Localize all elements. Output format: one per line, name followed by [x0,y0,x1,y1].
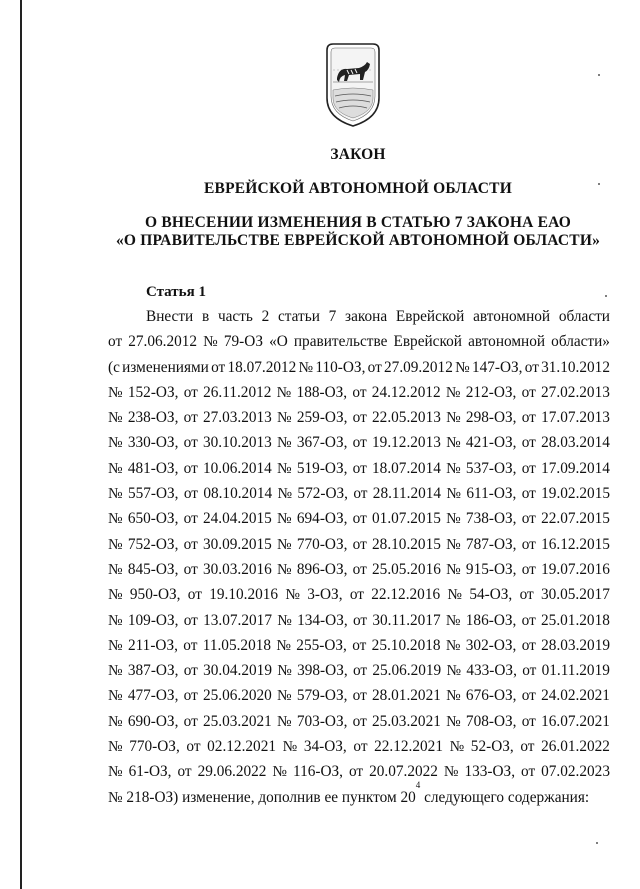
body-word: 152-ОЗ, [127,383,179,401]
body-word: 07.02.2023 [541,763,610,781]
body-word: № [108,409,123,427]
body-word: № [108,485,123,503]
body-word: № [446,459,461,477]
body-line [108,405,610,430]
body-word: 708-ОЗ, [465,712,517,730]
body-word: от [352,383,367,401]
body-word: 27.09.2012 [384,358,453,376]
body-word: от [348,763,364,781]
body-word: от [352,409,367,427]
body-word: от [187,586,202,604]
body-word: 25.03.2021 [372,712,441,730]
body-word: № [277,611,292,629]
body-word: 18.07.2014 [372,459,441,477]
body-word: 19.02.2015 [541,485,610,503]
body-line [108,329,610,354]
article-heading: Статья 1 [146,284,206,300]
body-word: 477-ОЗ, [127,687,179,705]
body-word: 27.02.2013 [541,383,610,401]
subject-line-1: О ВНЕСЕНИИ ИЗМЕНЕНИЯ В СТАТЬЮ 7 ЗАКОНА ЕАО [145,214,571,231]
body-word: от [183,409,198,427]
body-word: 79-ОЗ [223,333,263,351]
body-word: от [521,687,536,705]
body-word: 650-ОЗ, [127,510,179,528]
body-word: № [298,358,314,376]
body-line [108,456,610,481]
scan-speck [596,842,598,844]
body-word: № [446,485,462,503]
scan-speck [598,183,600,185]
body-word: 212-ОЗ, [465,383,517,401]
body-word: от [521,560,536,578]
body-word: № [108,459,123,477]
body-word: 3-ОЗ, [307,586,343,604]
body-word: от [367,358,382,376]
body-word: 25.06.2020 [202,687,272,705]
body-word: 28.03.2014 [541,434,610,452]
body-word: статьи [278,308,320,325]
body-word: закона [345,308,388,325]
body-word: от [521,409,536,427]
body-word: 116-ОЗ, [292,763,343,781]
body-word: № [276,636,291,654]
body-word: № [272,763,288,781]
body-word: 19.10.2016 [209,586,279,604]
body-line [108,506,610,531]
body-line [108,608,610,633]
body-line [108,633,610,658]
body-word: 26.01.2022 [541,738,610,756]
body-word: № [446,535,461,553]
body-word: в [201,308,210,325]
body-word: № [108,560,123,578]
body-word: от [521,459,536,477]
body-word: 255-ОЗ, [296,636,347,654]
body-word: 16.07.2021 [541,712,610,730]
body-word: 738-ОЗ, [465,510,517,528]
body-word: от [177,763,192,781]
body-word: 27.03.2013 [202,409,272,427]
body-word: 690-ОЗ, [127,712,179,730]
body-word: 433-ОЗ, [466,662,517,680]
body-word: 30.09.2015 [202,535,272,553]
body-word: 694-ОЗ, [296,510,348,528]
body-line-last [108,779,610,810]
body-word: 787-ОЗ, [465,535,517,553]
body-word: 17.09.2014 [541,459,610,477]
document-subject-heading [0,214,640,250]
body-word: от [521,510,536,528]
body-word: № [277,434,292,452]
body-word: № [108,662,123,680]
body-word: 19.12.2013 [372,434,441,452]
scan-speck [598,74,600,76]
body-word: № [108,763,123,781]
body-line [108,430,610,455]
body-word: области» [551,333,610,351]
body-word: 30.10.2013 [202,434,272,452]
body-word: от [183,485,198,503]
body-word: от [183,459,198,477]
body-word: № [455,358,470,376]
body-word: № [277,560,292,578]
body-word: 34-ОЗ, [303,738,347,756]
body-word: 24.04.2015 [202,510,272,528]
body-line [108,532,610,557]
body-word: от [524,358,539,376]
body-word: 572-ОЗ, [297,485,348,503]
body-line [108,709,610,734]
body-word: 896-ОЗ, [296,560,348,578]
body-word: от [521,636,536,654]
body-word: правительстве [293,333,388,351]
body-word: № [108,611,123,629]
body-word: 330-ОЗ, [127,434,179,452]
body-word: области [558,308,610,325]
last-line-text: № 218-ОЗ) изменение, дополнив ее пунктом 20 [108,788,416,806]
body-word: 25.01.2018 [541,611,610,629]
body-word: 134-ОЗ, [297,611,348,629]
body-word: 770-ОЗ, [129,738,180,756]
body-word: № [108,586,123,604]
body-line [108,355,610,380]
body-word: № [445,611,461,629]
body-word: № [443,763,459,781]
body-word: от [352,662,368,680]
body-word: от [183,611,198,629]
body-word: от [186,738,201,756]
body-line [108,481,610,506]
body-word: 29.06.2022 [197,763,267,781]
body-word: от [349,586,364,604]
body-word: № [446,434,461,452]
body-word: 579-ОЗ, [296,687,348,705]
body-word: 22.05.2013 [372,409,441,427]
body-word: от [183,510,198,528]
body-word: от [352,636,367,654]
body-word: № [108,687,123,705]
body-word: № [449,738,465,756]
body-word: «О [269,333,288,351]
body-word: 703-ОЗ, [296,712,348,730]
body-word: от [353,485,368,503]
body-word: 28.01.2021 [372,687,441,705]
body-word: № [277,535,292,553]
body-word: 110-ОЗ, [315,358,366,376]
body-line [108,304,610,329]
body-word: 17.07.2013 [541,409,610,427]
body-word: 186-ОЗ, [465,611,517,629]
body-word: от [108,333,123,351]
body-word: 611-ОЗ, [466,485,517,503]
body-word: от [211,358,226,376]
body-word: 22.07.2015 [541,510,610,528]
body-word: № [446,510,461,528]
body-word: от [183,662,198,680]
body-word: 557-ОЗ, [127,485,179,503]
body-word: от [352,712,367,730]
body-word: Внести [146,308,194,325]
body-word: № [445,636,461,654]
body-word: 27.06.2012 [128,333,198,351]
body-word: 537-ОЗ, [465,459,517,477]
body-word: № [447,586,463,604]
body-word: № [276,383,292,401]
body-word: 30.04.2019 [203,662,272,680]
last-line-text-end: следующего содержания: [420,788,590,806]
article-body [108,304,610,810]
body-word: от [352,535,367,553]
body-word: изменениями [122,358,209,376]
body-word: № [108,636,123,654]
body-word: 61-ОЗ, [128,763,172,781]
body-word: 387-ОЗ, [127,662,179,680]
body-word: от [352,510,367,528]
body-word: 133-ОЗ, [464,763,516,781]
body-word: 54-ОЗ, [469,586,513,604]
body-word: 08.10.2014 [203,485,273,503]
body-word: от [183,636,198,654]
body-word: часть [217,308,253,325]
body-word: № [108,434,123,452]
body-word: 24.12.2012 [371,383,441,401]
body-line [108,380,610,405]
body-word: 109-ОЗ, [127,611,179,629]
page-left-edge [20,0,22,889]
body-word: 20.07.2022 [369,763,438,781]
body-word: № [277,485,293,503]
body-word: № [446,409,461,427]
body-word: 188-ОЗ, [296,383,348,401]
body-word: от [520,738,535,756]
body-word: 845-ОЗ, [127,560,179,578]
body-word: № [203,333,218,351]
body-word: 302-ОЗ, [465,636,517,654]
body-word: от [183,535,198,553]
body-word: 2 [261,308,270,325]
body-word: 01.07.2015 [372,510,441,528]
coat-of-arms-emblem [323,40,383,128]
body-word: № [277,687,292,705]
body-word: № [108,535,123,553]
body-word: 52-ОЗ, [470,738,514,756]
body-word: автономной [473,308,551,325]
body-word: 211-ОЗ, [127,636,178,654]
body-word: 22.12.2021 [374,738,443,756]
body-word: № [282,738,298,756]
body-word: № [446,662,462,680]
body-line [108,734,610,759]
body-word: от [521,535,536,553]
body-word: 16.12.2015 [541,535,610,553]
body-word: от [183,383,198,401]
body-word: 398-ОЗ, [297,662,348,680]
body-word: от [352,611,368,629]
body-word: от [521,383,536,401]
body-word: от [521,485,536,503]
item-number-superscript: 4 [415,779,421,790]
body-word: от [519,586,534,604]
body-word: 259-ОЗ, [296,409,348,427]
body-word: 147-ОЗ, [471,358,523,376]
body-word: 26.11.2012 [203,383,272,401]
body-word: 950-ОЗ, [129,586,181,604]
body-word: 676-ОЗ, [465,687,517,705]
subject-line-2: «О ПРАВИТЕЛЬСТВЕ ЕВРЕЙСКОЙ АВТОНОМНОЙ ОБЛАСТИ» [115,232,601,249]
body-word: 25.06.2019 [372,662,442,680]
body-line [108,557,610,582]
body-word: № [277,459,292,477]
document-type-heading: ЗАКОН [330,146,386,163]
body-word: 25.05.2016 [372,560,441,578]
body-word: 30.05.2017 [541,586,610,604]
body-word: от [521,434,536,452]
body-line [108,759,610,784]
body-word: 31.10.2012 [541,358,610,376]
body-word: № [277,409,292,427]
body-word: 19.07.2016 [541,560,610,578]
body-word: Еврейской [393,333,462,351]
body-word: № [446,687,461,705]
body-word: Еврейской [395,308,465,325]
body-word: 28.03.2019 [541,636,610,654]
body-word: 02.12.2021 [207,738,276,756]
body-word: от [521,712,536,730]
body-word: 30.11.2017 [372,611,441,629]
body-word: № [285,586,300,604]
body-word: № [108,712,123,730]
body-word: от [183,687,198,705]
body-word: от [521,763,536,781]
body-word: 28.11.2014 [372,485,442,503]
body-word: от [183,560,198,578]
body-line [108,582,610,607]
body-word: от [521,611,536,629]
body-word: 421-ОЗ, [465,434,517,452]
body-word: 770-ОЗ, [296,535,348,553]
body-word: № [108,738,123,756]
body-word: (с [108,358,120,376]
body-word: 22.12.2016 [371,586,441,604]
region-heading: ЕВРЕЙСКОЙ АВТОНОМНОЙ ОБЛАСТИ [204,180,512,197]
body-line [108,658,610,683]
body-word: 519-ОЗ, [296,459,348,477]
body-word: 11.05.2018 [202,636,272,654]
body-word: 18.07.2012 [227,358,297,376]
scan-speck [605,295,607,297]
body-word: 481-ОЗ, [127,459,179,477]
body-word: 13.07.2017 [203,611,272,629]
body-word: № [446,560,461,578]
body-word: от [352,459,367,477]
body-word: 298-ОЗ, [465,409,517,427]
body-word: № [108,383,123,401]
body-word: 28.10.2015 [372,535,441,553]
body-word: 915-ОЗ, [465,560,517,578]
body-word: от [183,434,198,452]
body-word: 752-ОЗ, [127,535,179,553]
body-word: № [277,662,292,680]
body-word: автономной [468,333,546,351]
body-word: 367-ОЗ, [296,434,348,452]
body-word: 24.02.2021 [541,687,610,705]
body-word: 10.06.2014 [202,459,272,477]
body-word: от [352,560,367,578]
body-word: 30.03.2016 [202,560,272,578]
body-word: № [277,712,292,730]
body-word: № [277,510,292,528]
body-word: № [446,712,461,730]
body-word: 238-ОЗ, [127,409,179,427]
body-word: 25.03.2021 [202,712,272,730]
body-word: № [108,510,123,528]
body-word: 25.10.2018 [371,636,441,654]
body-word: 01.11.2019 [541,662,610,680]
body-line [108,683,610,708]
body-word: от [183,712,198,730]
body-word: от [352,687,367,705]
body-word: от [522,662,537,680]
body-word: 7 [328,308,337,325]
body-word: от [353,738,368,756]
body-word: от [352,434,367,452]
body-word: № [445,383,461,401]
